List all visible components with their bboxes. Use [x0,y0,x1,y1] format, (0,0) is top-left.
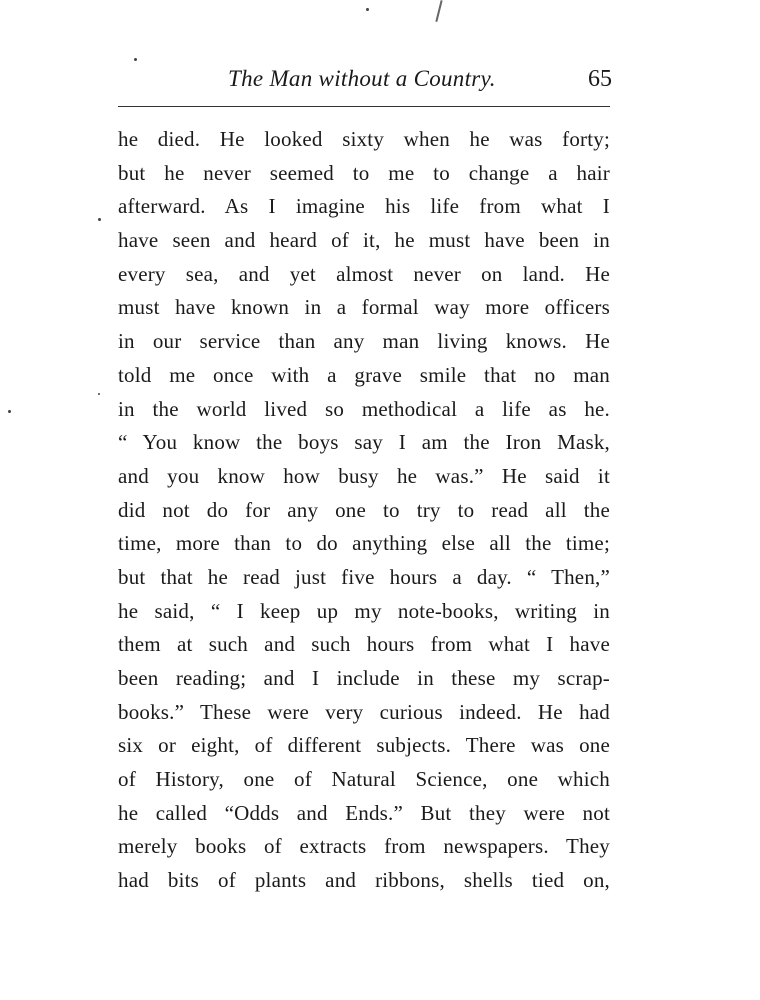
text-line: time, more than to do anything else all the time; [118,531,610,556]
text-line: books.” These were very curious indeed. He had [118,699,610,724]
paper-speck [98,218,101,221]
text-line: six or eight, of different subjects. There was one [118,733,610,758]
text-line: told me once with a grave smile that no man [118,362,610,387]
text-line: every sea, and yet almost never on land. He [118,261,610,286]
text-line: he said, “ I keep up my note-books, writing in [118,598,610,623]
text-line: he called “Odds and Ends.” But they were not [118,800,610,825]
paper-speck [8,410,11,413]
text-line: them at such and such hours from what I have [118,632,610,657]
text-line: but that he read just five hours a day. “ Then,” [118,564,610,589]
running-title: The Man without a Country. [228,66,496,91]
page-number: 65 [588,66,612,92]
text-line: had bits of plants and ribbons, shells tied on, [118,868,610,893]
text-line: did not do for any one to try to read all the [118,497,610,522]
text-line: of History, one of Natural Science, one which [118,767,610,792]
body-text [118,123,610,898]
text-line: afterward. As I imagine his life from what I [118,194,610,219]
text-line: but he never seemed to me to change a hair [118,160,610,185]
text-line: have seen and heard of it, he must have been in [118,228,610,253]
text-line: and you know how busy he was.” He said it [118,463,610,488]
text-line: “ You know the boys say I am the Iron Mask, [118,430,610,455]
text-line: in our service than any man living knows. He [118,329,610,354]
paper-scratch-mark [435,0,442,22]
text-line: must have known in a formal way more officers [118,295,610,320]
text-line: in the world lived so methodical a life as he. [118,396,610,421]
page-header [118,66,612,96]
text-line: he died. He looked sixty when he was forty; [118,127,610,151]
text-line: been reading; and I include in these my scrap- [118,666,610,690]
header-rule [118,106,610,107]
paper-speck [134,58,137,61]
paper-speck [366,8,369,11]
paper-speck [98,393,100,395]
text-line: merely books of extracts from newspapers. They [118,834,610,859]
